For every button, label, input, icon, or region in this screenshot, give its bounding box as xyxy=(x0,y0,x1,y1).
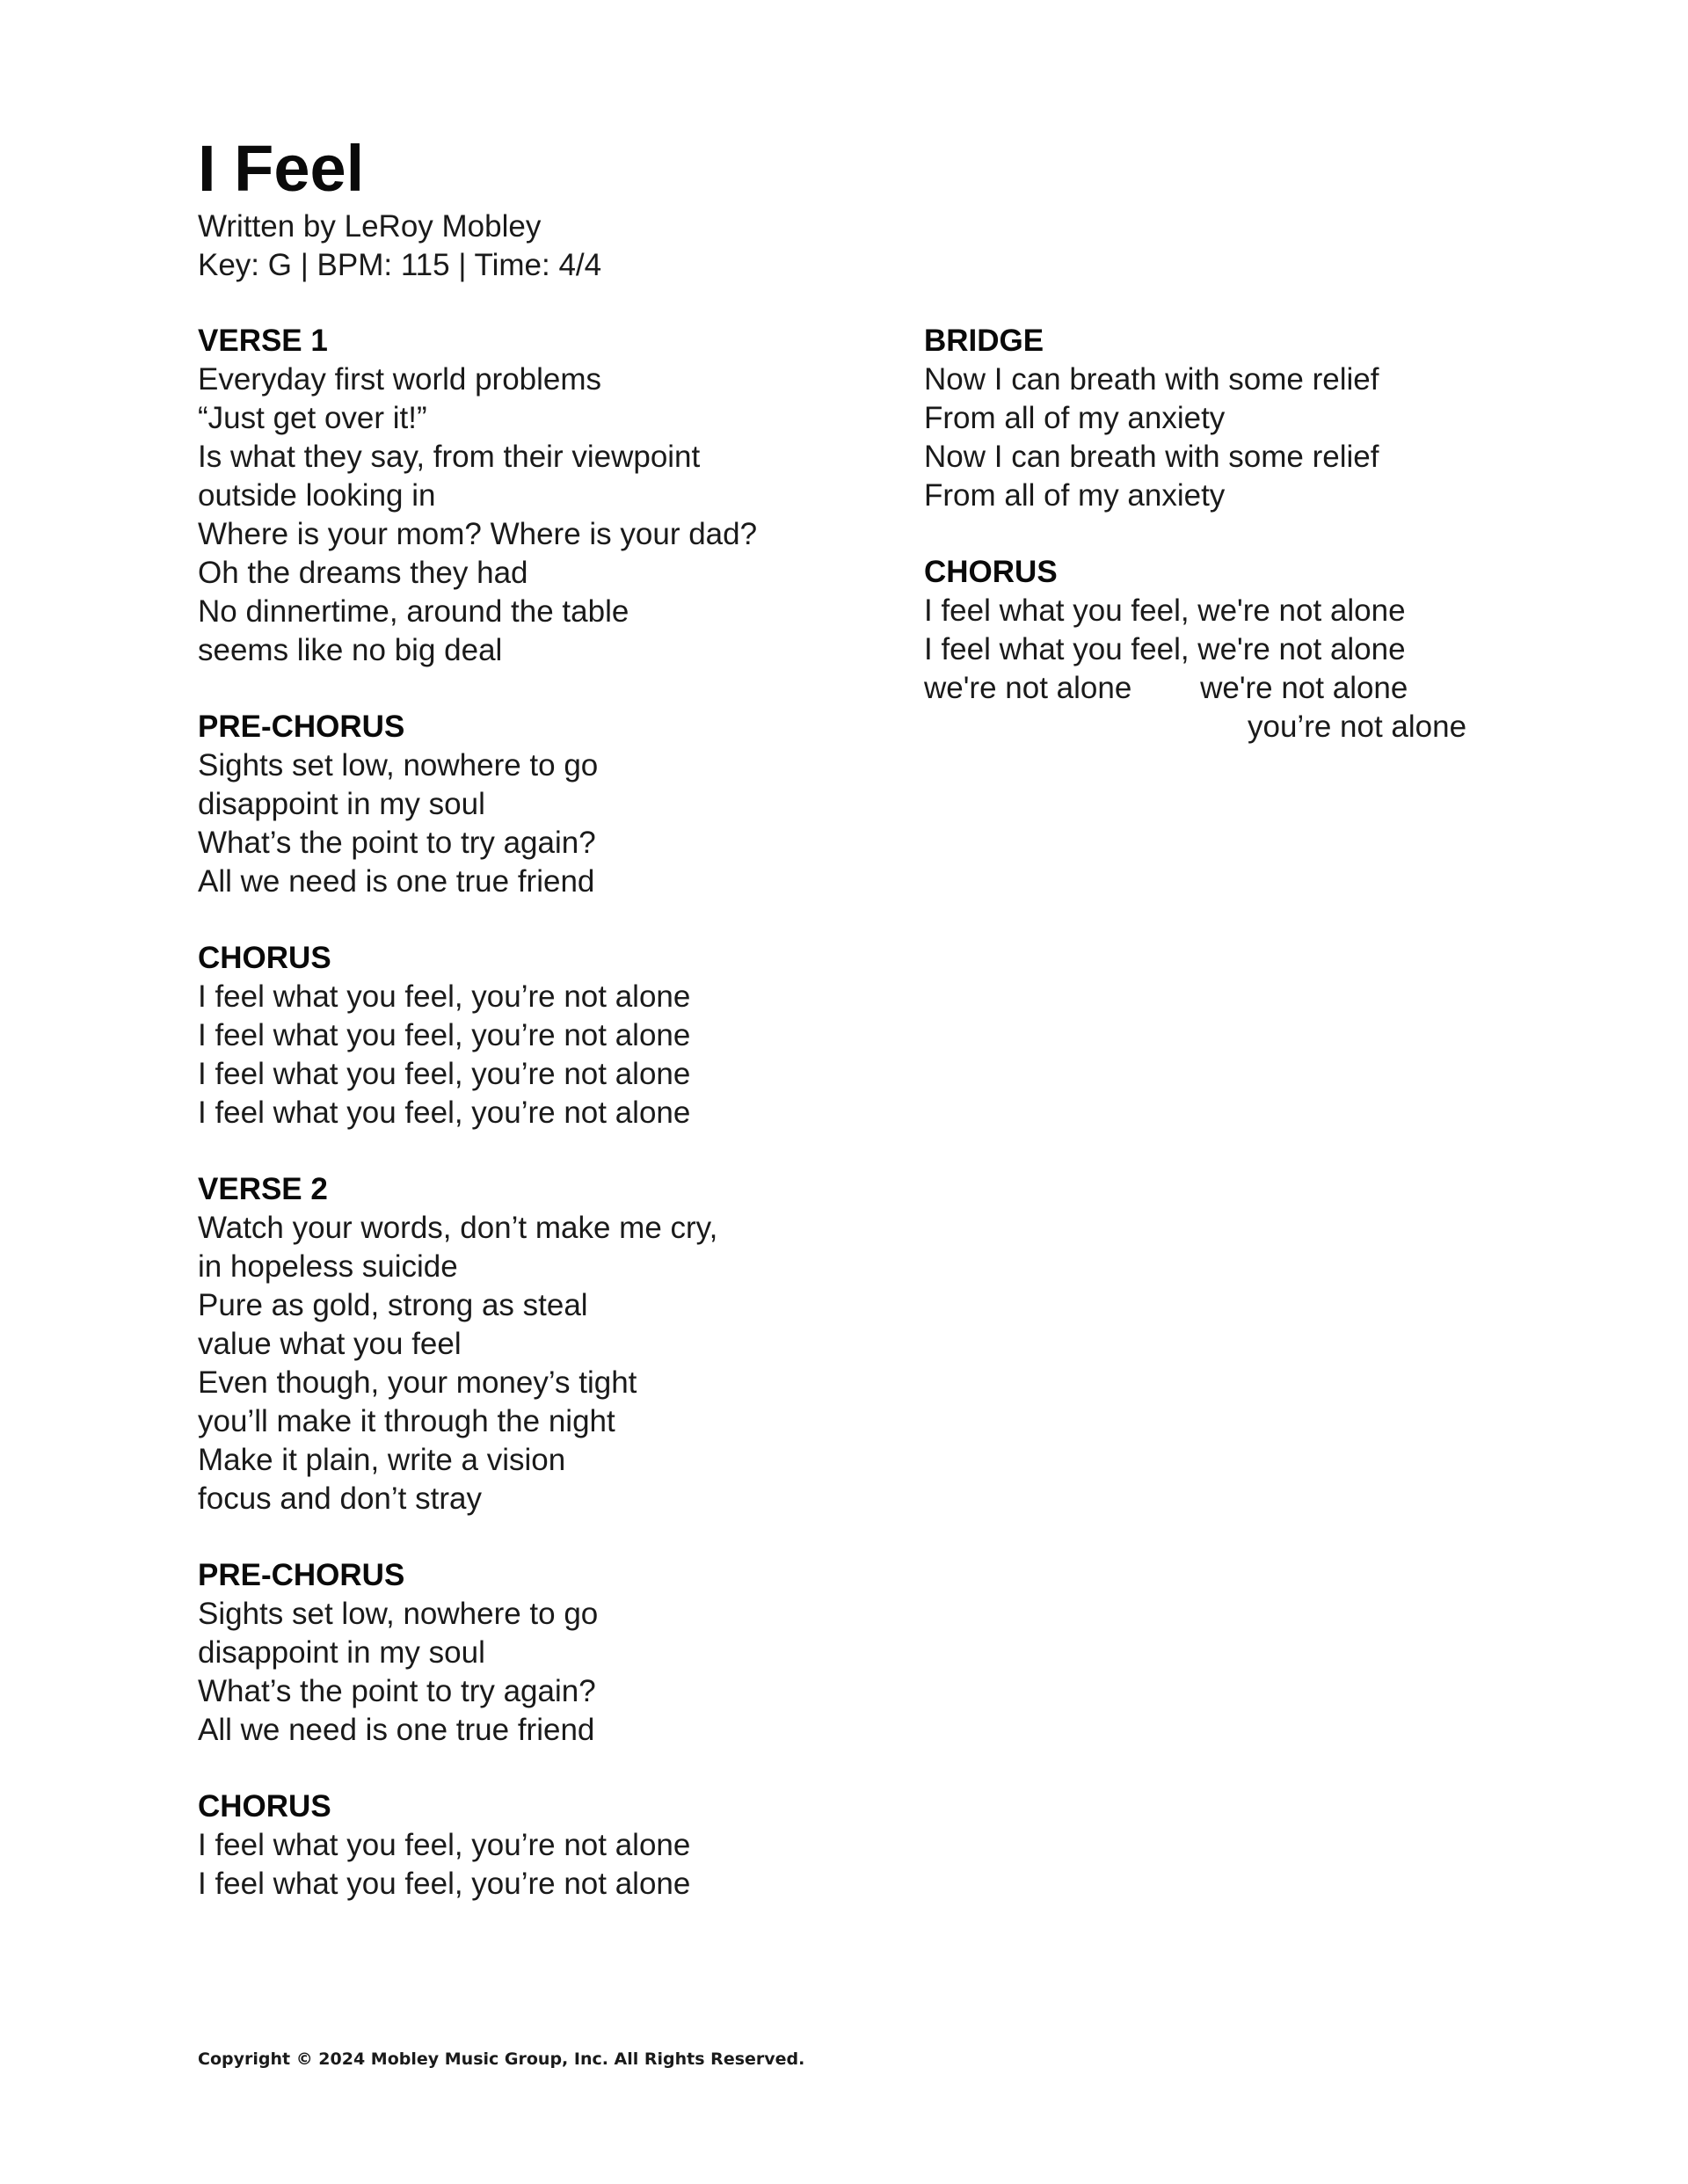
lyric-line: Sights set low, nowhere to go xyxy=(198,748,599,783)
lyric-line: outside looking in xyxy=(198,478,436,513)
lyric-line: disappoint in my soul xyxy=(198,787,485,821)
song-details: Key: G | BPM: 115 | Time: 4/4 xyxy=(198,248,602,282)
left-column xyxy=(198,322,901,1941)
lyric-line: Pure as gold, strong as steal xyxy=(198,1288,588,1322)
lyric-line: No dinnertime, around the table xyxy=(198,594,629,629)
section-pre-chorus-2 xyxy=(198,1556,901,1750)
lyric-line: I feel what you feel, you’re not alone xyxy=(198,1096,691,1130)
lyric-line: Watch your words, don’t make me cry, xyxy=(198,1211,718,1245)
lyric-line: What’s the point to try again? xyxy=(198,826,596,860)
lyric-line: I feel what you feel, you’re not alone xyxy=(198,1018,691,1052)
lyric-line: Even though, your money’s tight xyxy=(198,1365,637,1400)
section-bridge xyxy=(924,322,1539,515)
lyric-line: I feel what you feel, you’re not alone xyxy=(198,1867,691,1901)
lyric-line: seems like no big deal xyxy=(198,633,503,667)
section-chorus-1 xyxy=(198,939,901,1132)
lyric-line: disappoint in my soul xyxy=(198,1635,485,1670)
lyric-line: All we need is one true friend xyxy=(198,1713,595,1747)
lyric-line: in hopeless suicide xyxy=(198,1249,458,1284)
lyric-line: I feel what you feel, we're not alone xyxy=(924,632,1406,666)
lyric-line: you’re not alone xyxy=(1248,710,1467,744)
section-heading: CHORUS xyxy=(198,941,331,975)
section-heading: VERSE 2 xyxy=(198,1172,328,1206)
section-heading: CHORUS xyxy=(924,555,1058,589)
lyric-line: Sights set low, nowhere to go xyxy=(198,1597,599,1631)
section-pre-chorus-1 xyxy=(198,708,901,901)
lyric-line: I feel what you feel, you’re not alone xyxy=(198,1057,691,1091)
section-chorus-final xyxy=(924,553,1539,746)
lyric-line: From all of my anxiety xyxy=(924,478,1226,513)
lyric-line: I feel what you feel, we're not alone xyxy=(924,593,1406,628)
lyric-line: you’ll make it through the night xyxy=(198,1404,615,1438)
song-header xyxy=(198,130,1429,285)
copyright-notice: Copyright © 2024 Mobley Music Group, Inc. All Rights Reserved. xyxy=(198,2049,805,2069)
songwriter-credit: Written by LeRoy Mobley xyxy=(198,209,542,244)
lyric-line: Oh the dreams they had xyxy=(198,556,528,590)
lyric-line: focus and don’t stray xyxy=(198,1481,482,1516)
section-verse-2 xyxy=(198,1170,901,1518)
lyric-line: Now I can breath with some relief xyxy=(924,440,1379,474)
lyric-line: I feel what you feel, you’re not alone xyxy=(198,979,691,1014)
lyric-line: Everyday first world problems xyxy=(198,362,602,397)
lyric-line: All we need is one true friend xyxy=(198,864,595,899)
section-verse-1 xyxy=(198,322,901,670)
section-heading: PRE-CHORUS xyxy=(198,1558,405,1592)
section-heading: BRIDGE xyxy=(924,324,1044,358)
lyric-line: Make it plain, write a vision xyxy=(198,1443,566,1477)
lyric-line: Now I can breath with some relief xyxy=(924,362,1379,397)
song-title: I Feel xyxy=(198,132,365,205)
section-heading: VERSE 1 xyxy=(198,324,328,358)
lyric-line: I feel what you feel, you’re not alone xyxy=(198,1828,691,1862)
lyric-line: Where is your mom? Where is your dad? xyxy=(198,517,758,551)
section-chorus-2 xyxy=(198,1787,901,1904)
lyric-line: value what you feel xyxy=(198,1327,462,1361)
section-heading: PRE-CHORUS xyxy=(198,710,405,744)
lyric-line: From all of my anxiety xyxy=(924,401,1226,435)
right-column xyxy=(924,322,1539,784)
section-heading: CHORUS xyxy=(198,1789,331,1824)
lyric-line: Is what they say, from their viewpoint xyxy=(198,440,701,474)
lyric-line: we're not alone we're not alone xyxy=(924,671,1408,705)
lyric-line: “Just get over it!” xyxy=(198,401,427,435)
lyric-line: What’s the point to try again? xyxy=(198,1674,596,1708)
